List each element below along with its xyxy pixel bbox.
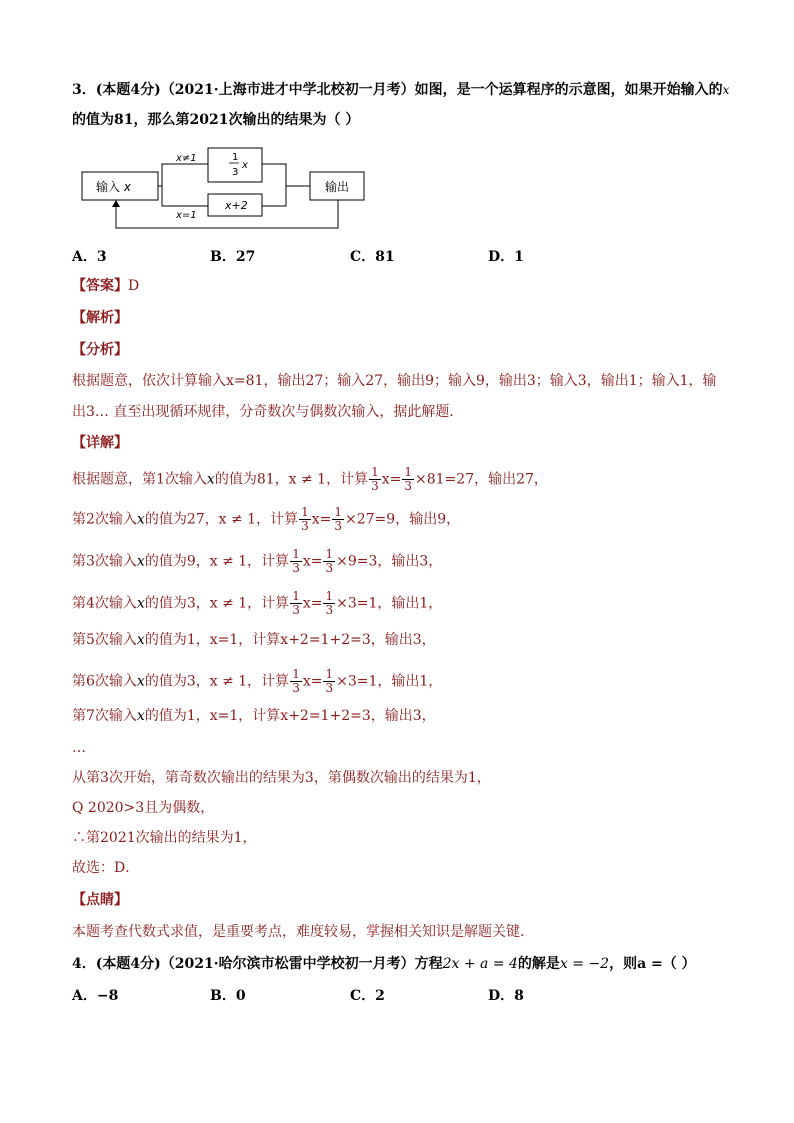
- q3-choice-a: A．3: [72, 249, 107, 265]
- step-prefix: 第6次输入: [72, 673, 137, 690]
- solution-step: [72, 466, 548, 493]
- step-prefix: 根据题意，第1次输入: [72, 471, 207, 488]
- step-value: 的值为3，: [144, 673, 210, 690]
- q4-choice-a: A．−8: [72, 988, 119, 1004]
- step-var: x: [136, 511, 145, 528]
- step-result: ×9=3，输出3，: [336, 553, 443, 570]
- q3-choice-c: C．81: [350, 249, 395, 265]
- one-third-fraction: [323, 548, 335, 575]
- one-third-fraction: [290, 548, 302, 575]
- program-flow-diagram: [80, 144, 380, 234]
- cond-not-one: x≠1: [176, 153, 197, 164]
- step-condition: x=1，计算: [209, 708, 281, 724]
- solution-step: [72, 590, 442, 617]
- answer-value: D: [128, 278, 140, 294]
- q3-stem-line1: [72, 80, 729, 100]
- step-expression: x=: [302, 595, 323, 612]
- frac-num: 1: [325, 667, 334, 681]
- step-result: ×27=9，输出9，: [345, 511, 461, 528]
- step-value: 的值为1，: [144, 708, 210, 724]
- q3-stem-text: 3．(本题4分)（2021·上海市进才中学北校初一月考）如图，是一个运算程序的示意图，如果开始输入的: [72, 82, 723, 98]
- frac-num: 1: [404, 465, 413, 479]
- step-value: 的值为9，: [144, 553, 210, 570]
- step-var: x: [136, 632, 145, 648]
- one-third-fraction: [290, 590, 302, 617]
- frac-num: 1: [292, 589, 300, 603]
- step-expression: x+2=1+2=3，输出3，: [280, 708, 436, 724]
- frac-numerator: 1: [232, 152, 239, 163]
- one-third-fraction: [332, 506, 344, 533]
- q4-stem-mid: 的解是: [517, 956, 560, 972]
- step-expression: x=: [302, 553, 323, 570]
- ellipsis: …: [72, 740, 86, 756]
- solution-step: [72, 706, 436, 726]
- step-var: x: [136, 708, 145, 724]
- feedback-arrow-icon: [112, 200, 120, 207]
- step-value: 的值为1，: [144, 632, 210, 648]
- dianjing-text: 本题考查代数式求值，是重要考点，难度较易，掌握相关知识是解题关键．: [72, 924, 534, 940]
- step-value: 的值为81，: [214, 471, 289, 488]
- solution-step: [72, 506, 460, 533]
- input-label: 输入 x: [96, 180, 131, 194]
- conclusion-line3: ∴第2021次输出的结果为1，: [72, 830, 257, 846]
- q4-stem-text: 4．(本题4分)（2021·哈尔滨市松雷中学校初一月考）方程: [72, 956, 443, 972]
- conclusion-line1: 从第3次开始，第奇数次输出的结果为3，第偶数次输出的结果为1，: [72, 770, 491, 786]
- step-var: x: [136, 595, 145, 612]
- frac-num: 1: [301, 505, 309, 519]
- frac-den: 3: [292, 561, 300, 575]
- frac-den: 3: [301, 519, 309, 533]
- frac-den: 3: [325, 561, 334, 575]
- answer-line: [72, 276, 139, 296]
- conclusion-line2: Q 2020>3且为偶数，: [72, 800, 215, 816]
- frac-var: x: [242, 160, 248, 171]
- q3-choice-b: B．27: [210, 249, 256, 265]
- step-result: ×3=1，输出1，: [336, 595, 443, 612]
- q4-choice-c: C．2: [350, 988, 385, 1004]
- fenxi-line1: 根据题意，依次计算输入x=81，输出27；输入27，输出9；输入9，输出3；输入3，输出1；输入1，输: [72, 373, 717, 389]
- one-third-fraction: [402, 466, 414, 493]
- q4-solution: x = −2: [559, 956, 610, 972]
- solution-step: [72, 668, 442, 695]
- solution-step: [72, 630, 436, 650]
- frac-num: 1: [334, 505, 343, 519]
- q4-ask: a =（ ）: [637, 956, 696, 972]
- frac-den: 3: [371, 479, 379, 493]
- step-prefix: 第3次输入: [72, 553, 137, 570]
- step-condition: x ≠ 1，计算: [218, 511, 299, 528]
- frac-den: 3: [404, 479, 413, 493]
- one-third-fraction: [323, 590, 335, 617]
- cond-equal-one: x=1: [176, 210, 197, 221]
- step-var: x: [136, 553, 145, 570]
- q4-equation: 2x + a = 4: [442, 956, 518, 972]
- step-var: x: [206, 471, 215, 488]
- solution-step: [72, 548, 442, 575]
- q4-stem-post: ，则: [609, 956, 638, 972]
- frac-den: 3: [292, 681, 300, 695]
- step-expression: x=: [381, 471, 402, 488]
- step-expression: x=: [311, 511, 332, 528]
- step-expression: x=: [302, 673, 323, 690]
- fenxi-tag: 【分析】: [72, 342, 128, 358]
- step-prefix: 第2次输入: [72, 511, 137, 528]
- q4-stem: [72, 954, 696, 974]
- q3-stem-line2: 的值为81，那么第2021次输出的结果为（ ）: [72, 112, 360, 128]
- q4-choice-d: D．8: [488, 988, 524, 1004]
- output-label: 输出: [325, 180, 350, 194]
- dianjing-tag: 【点睛】: [72, 892, 128, 908]
- frac-den: 3: [334, 519, 343, 533]
- answer-tag: 【答案】: [72, 278, 128, 294]
- step-prefix: 第7次输入: [72, 708, 137, 724]
- frac-num: 1: [325, 589, 334, 603]
- step-condition: x ≠ 1，计算: [209, 595, 290, 612]
- frac-num: 1: [371, 465, 379, 479]
- frac-den: 3: [325, 681, 334, 695]
- fenxi-line2: 出3… 直至出现循环规律，分奇数次与偶数次输入，据此解题．: [72, 404, 464, 420]
- one-third-fraction: [299, 506, 311, 533]
- step-condition: x ≠ 1，计算: [288, 471, 369, 488]
- add-op: x+2: [225, 199, 248, 212]
- jiexi-tag: 【解析】: [72, 310, 128, 326]
- frac-den: 3: [292, 603, 300, 617]
- q3-var-x: x: [722, 83, 730, 97]
- q4-choice-b: B．0: [210, 988, 246, 1004]
- step-condition: x=1，计算: [209, 632, 281, 648]
- step-prefix: 第5次输入: [72, 632, 137, 648]
- step-result: ×3=1，输出1，: [336, 673, 443, 690]
- step-var: x: [136, 673, 145, 690]
- step-result: ×81=27，输出27，: [415, 471, 548, 488]
- frac-num: 1: [325, 547, 334, 561]
- step-prefix: 第4次输入: [72, 595, 137, 612]
- step-expression: x+2=1+2=3，输出3，: [280, 632, 436, 648]
- step-value: 的值为27，: [144, 511, 219, 528]
- step-condition: x ≠ 1，计算: [209, 553, 290, 570]
- xiangjie-tag: 【详解】: [72, 435, 128, 451]
- frac-den: 3: [325, 603, 334, 617]
- step-value: 的值为3，: [144, 595, 210, 612]
- frac-denominator: 3: [232, 167, 239, 178]
- one-third-fraction: [323, 668, 335, 695]
- conclusion-line4: 故选：D．: [72, 860, 140, 876]
- step-condition: x ≠ 1，计算: [209, 673, 290, 690]
- one-third-fraction: [369, 466, 381, 493]
- q3-choice-d: D．1: [488, 249, 524, 265]
- frac-num: 1: [292, 547, 300, 561]
- one-third-fraction: [290, 668, 302, 695]
- frac-num: 1: [292, 667, 300, 681]
